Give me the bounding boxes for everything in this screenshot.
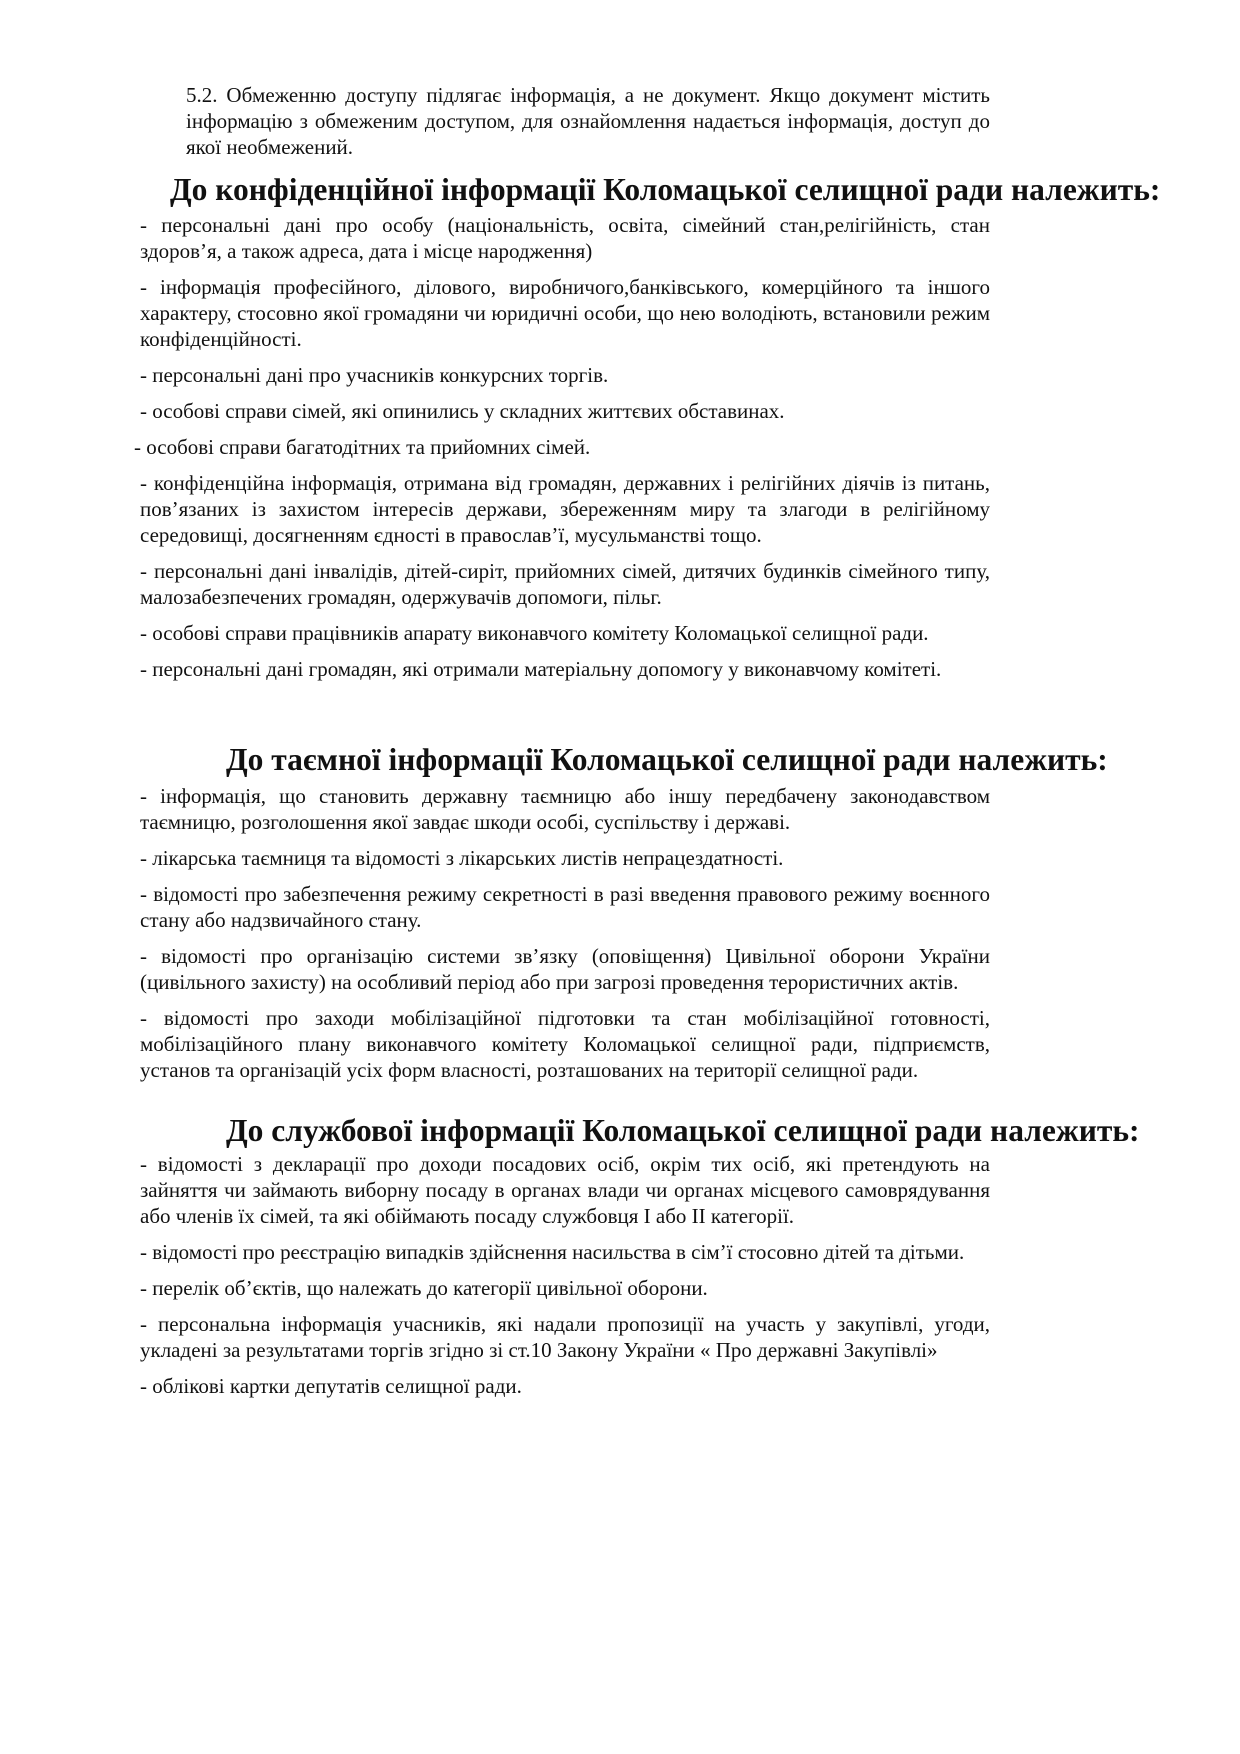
section-heading-confidential: До конфіденційної інформації Коломацької селищної ради належить: bbox=[170, 172, 1161, 207]
list-item: - відомості з декларації про доходи посадових осіб, окрім тих осіб, які претендують на зайняття чи займають виборну посаду в органах влади чи органах місцевого самоврядування або членів їх сімей, та які обіймають посаду службовця І або ІІ категорії. bbox=[140, 1152, 990, 1228]
list-item: - відомості про заходи мобілізаційної підготовки та стан мобілізаційної готовності, мобілізаційного плану виконавчого комітету Коломацької селищної ради, підприємств, установ та організацій усіх форм власності, розташованих на території селищної ради. bbox=[140, 1006, 990, 1082]
list-item: - персональні дані про учасників конкурсних торгів. bbox=[140, 363, 609, 387]
list-item: - облікові картки депутатів селищної ради. bbox=[140, 1374, 522, 1398]
secret-info-list bbox=[140, 783, 990, 1093]
list-item: - конфіденційна інформація, отримана від громадян, державних і релігійних діячів із питань, пов’язаних із захистом інтересів держави, збереженням миру та злагоди в релігійному середовищі, досягненням єдності в православ’ї, мусульманстві тощо. bbox=[140, 471, 990, 547]
intro-paragraph: 5.2. Обмеженню доступу підлягає інформація, а не документ. Якщо документ містить інформацію з обмеженим доступом, для ознайомлення надається інформація, доступ до якої необмежений. bbox=[186, 83, 990, 159]
list-item: - відомості про забезпечення режиму секретності в разі введення правового режиму воєнного стану або надзвичайного стану. bbox=[140, 882, 990, 932]
list-item: - лікарська таємниця та відомості з лікарських листів непрацездатності. bbox=[140, 846, 784, 870]
list-item: - відомості про реєстрацію випадків здійснення насильства в сім’ї стосовно дітей та дітьми. bbox=[140, 1240, 965, 1264]
section-heading-secret: До таємної інформації Коломацької селищної ради належить: bbox=[226, 742, 1108, 777]
official-info-list bbox=[140, 1151, 990, 1409]
list-item: - перелік об’єктів, що належать до категорії цивільної оборони. bbox=[140, 1276, 708, 1300]
list-item: - персональна інформація учасників, які надали пропозиції на участь у закупівлі, угоди, укладені за результатами торгів згідно зі ст.10 Закону України « Про державні Закупівлі» bbox=[140, 1312, 990, 1362]
list-item: - особові справи сімей, які опинились у складних життєвих обставинах. bbox=[140, 399, 785, 423]
section-heading-official: До службової інформації Коломацької селищної ради належить: bbox=[226, 1113, 1140, 1148]
list-item: - особові справи працівників апарату виконавчого комітету Коломацької селищної ради. bbox=[140, 621, 929, 645]
list-item: - інформація, що становить державну таємницю або іншу передбачену законодавством таємницю, розголошення якої завдає шкоди особі, суспільству і державі. bbox=[140, 784, 990, 834]
confidential-info-list bbox=[134, 212, 990, 692]
list-item: - персональні дані інвалідів, дітей-сиріт, прийомних сімей, дитячих будинків сімейного типу, малозабезпечених громадян, одержувачів допомоги, пільг. bbox=[140, 559, 990, 609]
list-item: - інформація професійного, ділового, виробничого,банківського, комерційного та іншого характеру, стосовно якої громадяни чи юридичні особи, що нею володіють, встановили режим конфіденційності. bbox=[140, 275, 990, 351]
list-item: - персональні дані громадян, які отримали матеріальну допомогу у виконавчому комітеті. bbox=[140, 657, 942, 681]
list-item: - особові справи багатодітних та прийомних сімей. bbox=[134, 435, 591, 459]
list-item: - персональні дані про особу (національність, освіта, сімейний стан,релігійність, стан здоров’я, а також адреса, дата і місце народження) bbox=[140, 213, 990, 263]
list-item: - відомості про організацію системи зв’язку (оповіщення) Цивільної оборони України (цивільного захисту) на особливий період або при загрозі проведення терористичних актів. bbox=[140, 944, 990, 994]
